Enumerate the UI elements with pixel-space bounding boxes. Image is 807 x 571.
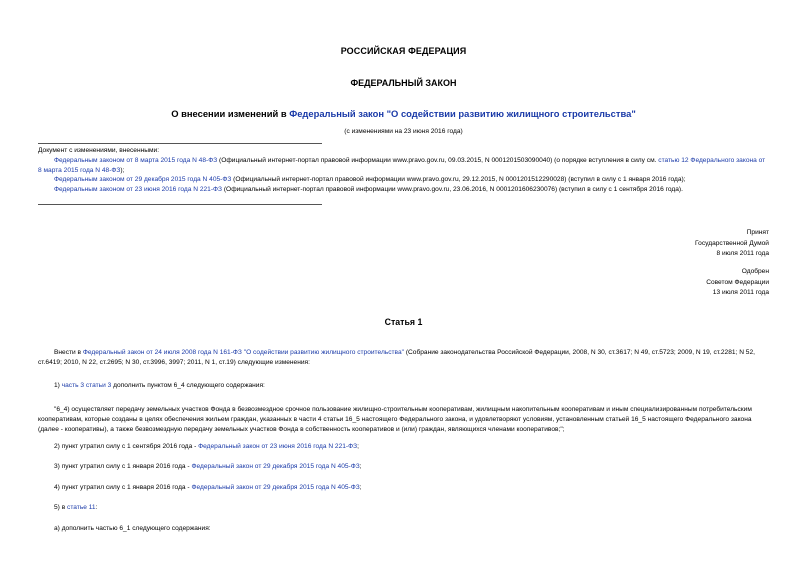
document-title	[0, 108, 807, 119]
approved-line-1: Одобрен	[741, 268, 769, 275]
accepted-block	[695, 228, 769, 260]
p7-prefix: 5) в	[54, 504, 68, 511]
article-subitem-a: а) дополнить частью 6_1 следующего содержания:	[54, 525, 211, 532]
article-item-1	[38, 381, 770, 391]
doc-type-heading: ФЕДЕРАЛЬНЫЙ ЗАКОН	[350, 78, 457, 88]
p5-end: ;	[359, 463, 362, 470]
approved-line-2: Советом Федерации	[706, 278, 769, 286]
changes-intro: Документ с изменениями, внесенными:	[38, 147, 160, 154]
p2-part-link[interactable]: часть 3 статьи 3	[61, 382, 112, 389]
approved-line-3: 13 июля 2011 года	[712, 289, 769, 296]
p5-law-link[interactable]: Федеральный закон от 29 декабря 2015 года N 405-ФЗ	[191, 463, 360, 470]
p4-text: 2) пункт утратил силу с 1 сентября 2016 года -	[54, 443, 199, 450]
p7-end: :	[95, 504, 98, 511]
p6-law-link[interactable]: Федеральный закон от 29 декабря 2015 года N 405-ФЗ	[191, 484, 360, 491]
article-item-2	[38, 442, 770, 452]
change-item-1-end: );	[120, 166, 125, 174]
edits-note: (с изменениями на 23 июня 2016 года)	[344, 128, 463, 135]
p2-text: дополнить пунктом 6_4 следующего содержания:	[111, 382, 265, 389]
p1-law-link[interactable]: Федеральный закон от 24 июля 2008 года N 161-ФЗ "О содействии развитию жилищного строительства"	[82, 349, 404, 356]
accepted-line-2: Государственной Думой	[695, 239, 769, 247]
change-item-3-link[interactable]: Федеральным законом от 23 июня 2016 года N 221-ФЗ	[54, 186, 223, 194]
divider-bottom	[38, 204, 322, 205]
change-item-3	[38, 185, 770, 195]
p1-text: (Собрание законодательства Российской Федерации, 2008, N 30, ст.3617; N 49, ст.5723; 2009, N 19, ст.2281; N 52, ст.6419; 2010, N 22, ст.2695; N 30, ст.3996, 3997; 2011, N 1, ст.19) следующие изменения:	[38, 349, 755, 367]
p7-article-link[interactable]: статье 11	[67, 504, 96, 511]
article-paragraph-intro	[38, 348, 770, 368]
title-prefix: О внесении изменений в	[171, 108, 290, 119]
country-heading: РОССИЙСКАЯ ФЕДЕРАЦИЯ	[340, 46, 467, 56]
accepted-line-1: Принят	[746, 229, 769, 236]
article-item-5	[38, 503, 770, 513]
change-item-2-link[interactable]: Федеральным законом от 29 декабря 2015 года N 405-ФЗ	[54, 176, 232, 184]
p4-end: ;	[357, 443, 359, 450]
change-item-1-article-link[interactable]: статью 12 Федерального закона от 8 марта 2015 года N 48-ФЗ	[38, 156, 766, 174]
p5-text: 3) пункт утратил силу с 1 января 2016 года -	[54, 463, 192, 470]
divider-top	[38, 143, 322, 144]
change-item-2	[38, 175, 770, 185]
article-quote-6-4: "6_4) осуществляет передачу земельных участков Фонда в безвозмездное срочное пользование жилищно-строительным кооперативам, жилищным накопительным кооперативам и иным специализированным потребительским кооперативам, которые созданы в целях обеспечения жильем граждан, указанных в части 4 статьи 16_5 настоящего Федерального закона, и удовлетворяют условиям, установленным статьей 16_5 настоящего Федерального закона (далее - кооперативы), а также безвозмездную передачу земельных участков Фонда в собственность кооперативов и (или) граждан, являющихся членами кооперативов;";	[38, 406, 752, 434]
p4-law-link[interactable]: Федеральный закон от 23 июня 2016 года N 221-ФЗ	[198, 443, 358, 450]
changes-block	[38, 146, 770, 195]
change-item-3-text: (Официальный интернет-портал правовой информации www.pravo.gov.ru, 23.06.2016, N 0001201606230076) (вступил в силу с 1 сентября 2016 года).	[222, 186, 683, 194]
change-item-2-text: (Официальный интернет-портал правовой информации www.pravo.gov.ru, 29.12.2015, N 0001201512290028) (вступил в силу с 1 января 2016 года);	[231, 176, 686, 184]
title-law-link[interactable]: Федеральный закон "О содействии развитию жилищного строительства"	[289, 108, 636, 119]
article-item-4	[38, 483, 770, 493]
approved-block	[706, 267, 769, 299]
change-item-1	[38, 156, 770, 176]
p2-prefix: 1)	[54, 382, 62, 389]
p6-end: ;	[359, 484, 362, 491]
article-item-3	[38, 462, 770, 472]
change-item-1-link[interactable]: Федеральным законом от 8 марта 2015 года N 48-ФЗ	[54, 156, 218, 164]
p6-text: 4) пункт утратил силу с 1 января 2016 года -	[54, 484, 192, 491]
p1-prefix: Внести в	[54, 349, 83, 356]
change-item-1-text: (Официальный интернет-портал правовой информации www.pravo.gov.ru, 09.03.2015, N 0001201503090040) (о порядке вступления в силу см.	[217, 156, 659, 164]
article-heading: Статья 1	[384, 317, 423, 327]
accepted-line-3: 8 июля 2011 года	[716, 250, 769, 257]
